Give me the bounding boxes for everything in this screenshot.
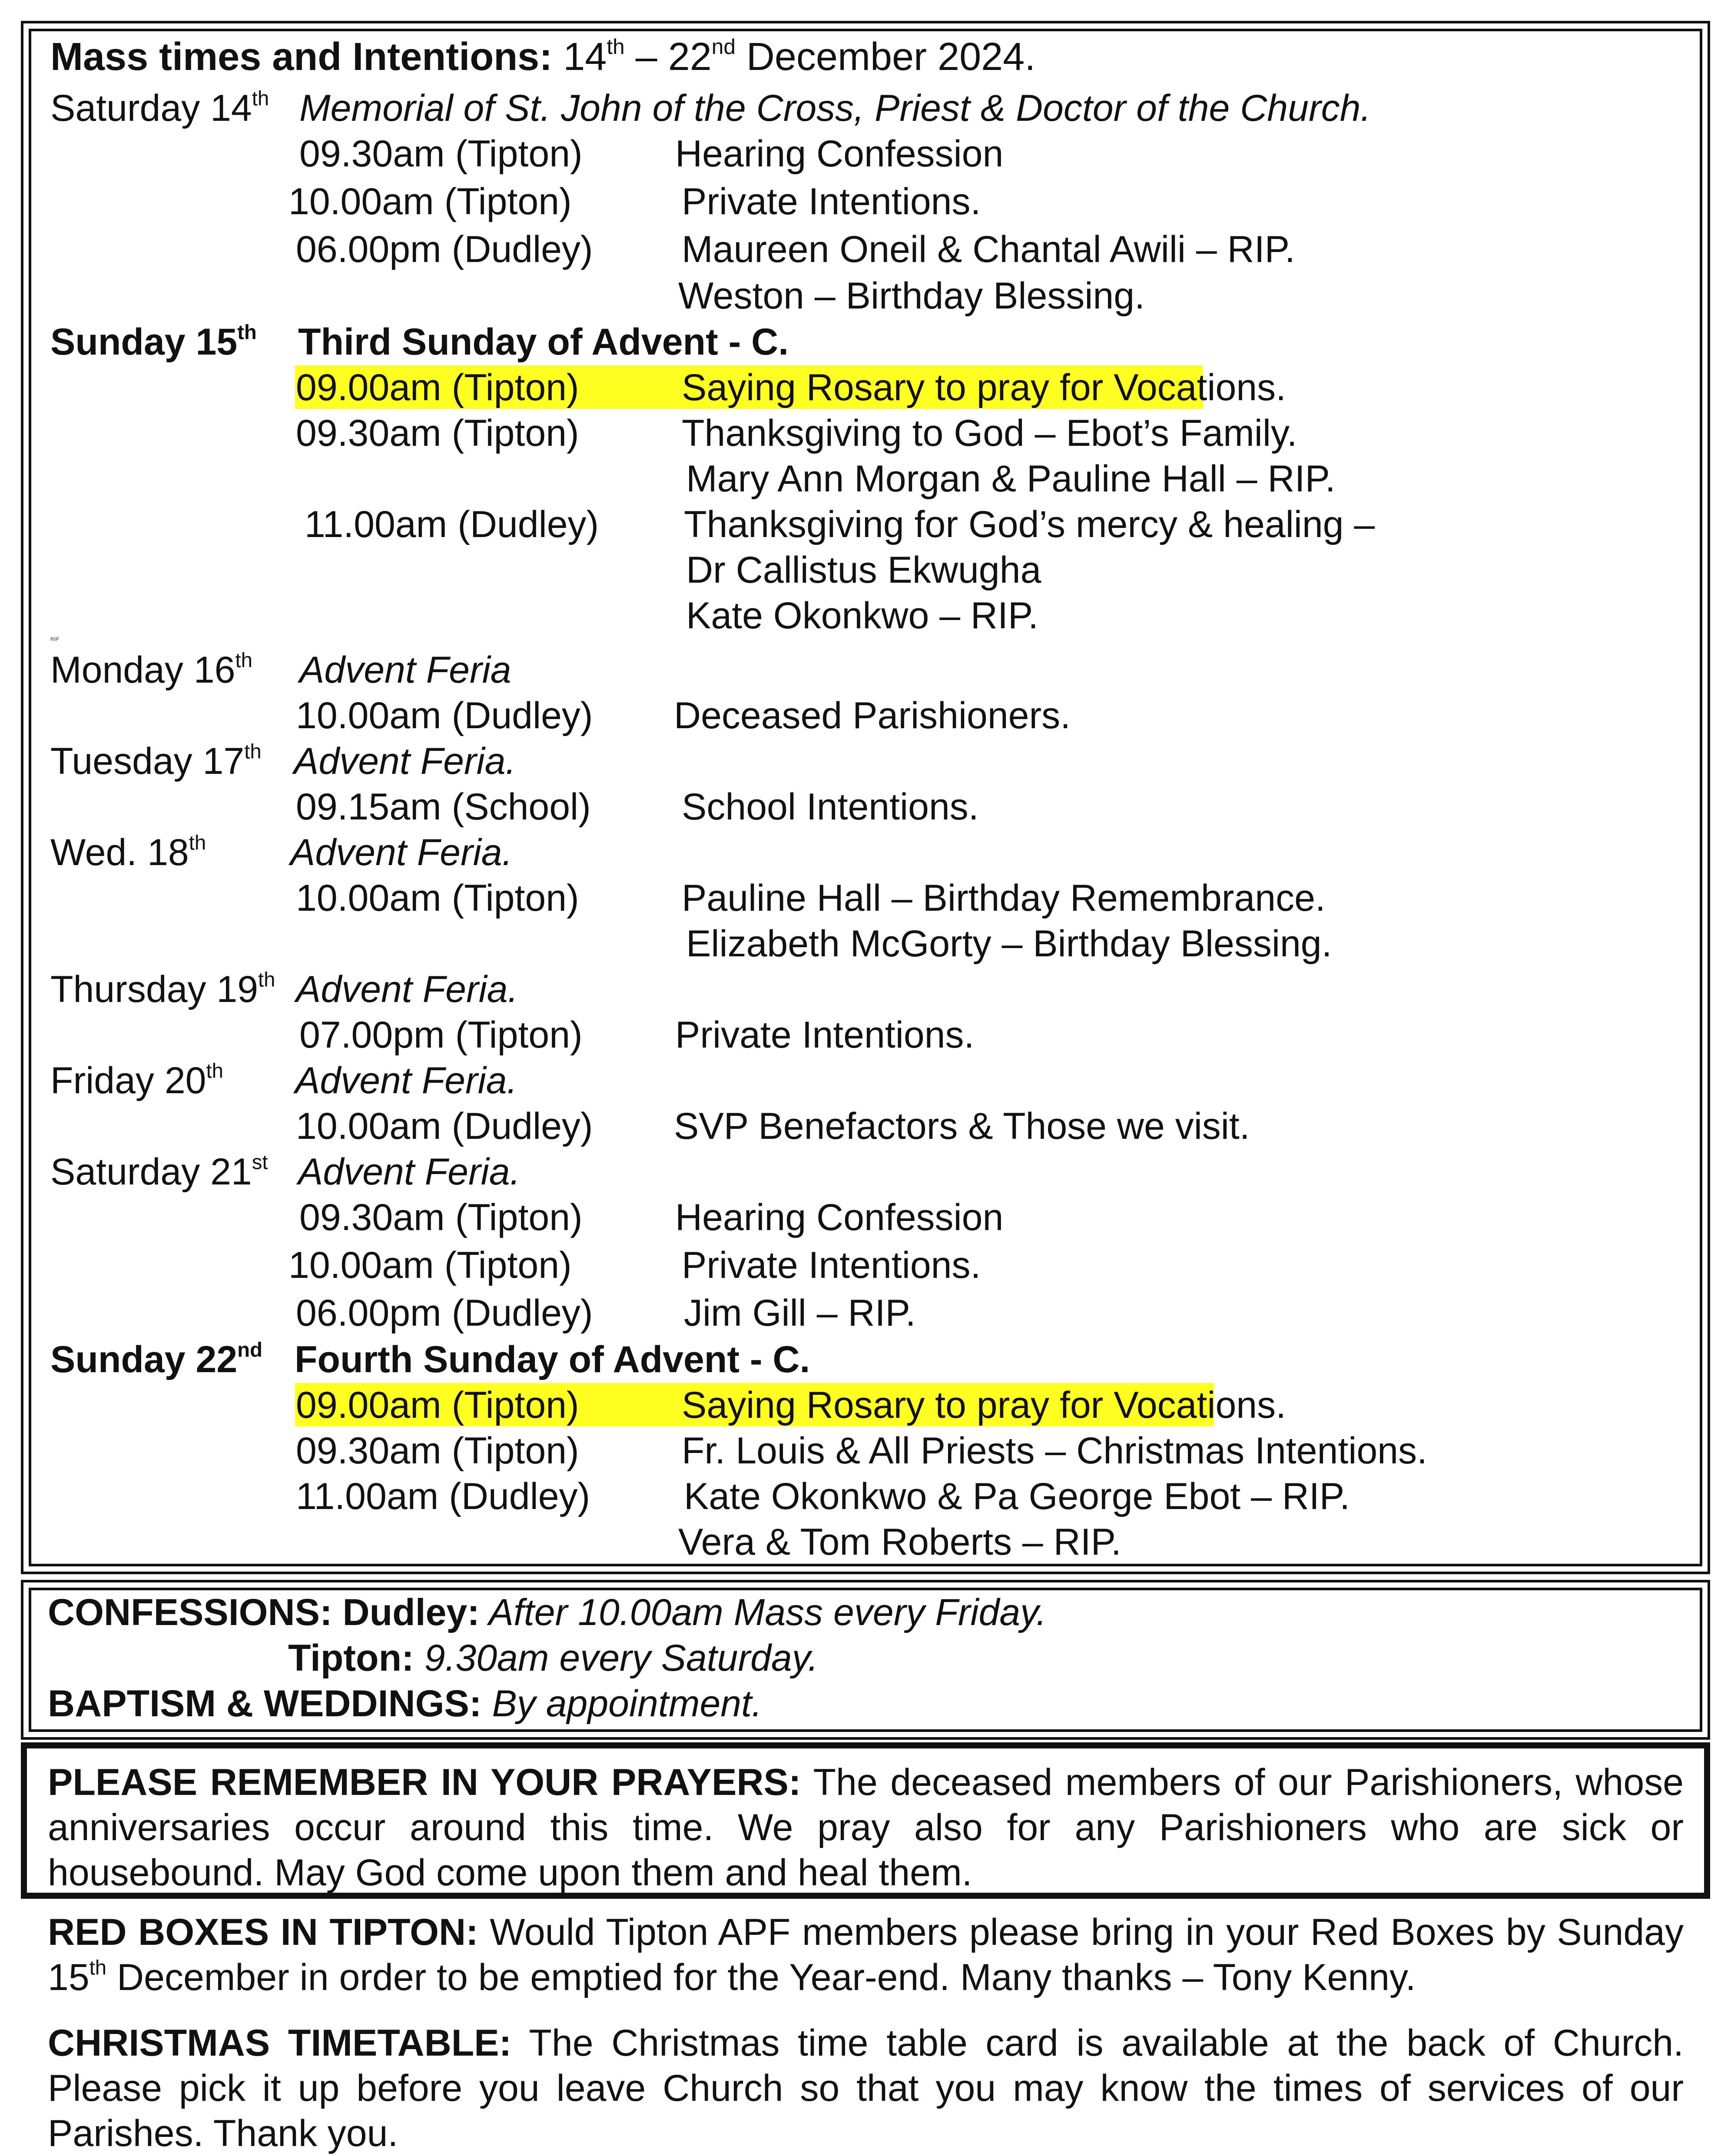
day-row — [3, 323, 1731, 369]
service-time: 06.00pm (Dudley) — [296, 1292, 593, 1334]
service-intention: Saying Rosary to pray for Vocations. — [682, 1384, 1287, 1426]
service-intention: Mary Ann Morgan & Pauline Hall – RIP. — [686, 458, 1336, 500]
service-row — [3, 1244, 1731, 1292]
day-row — [3, 1338, 1731, 1386]
service-time: 09.30am (Tipton) — [296, 1430, 579, 1472]
day-row — [3, 87, 1731, 135]
confessions-tipton-line: Tipton: 9.30am every Saturday. — [288, 1637, 819, 1679]
mass-times-box-inner — [29, 29, 1702, 1566]
service-intention: Vera & Tom Roberts – RIP. — [678, 1521, 1121, 1563]
service-time: 10.00am (Dudley) — [296, 1105, 593, 1147]
day-label: Monday 16th — [50, 649, 252, 691]
service-row — [3, 1432, 1731, 1478]
mass-title-label: Mass times and Intentions: — [50, 35, 553, 79]
service-row — [3, 135, 1731, 181]
service-intention: Private Intentions. — [682, 1244, 981, 1286]
service-time: 10.00am (Dudley) — [296, 695, 593, 736]
service-intention: Private Intentions. — [682, 181, 981, 222]
service-row — [3, 183, 1731, 229]
feast-label: Advent Feria. — [290, 832, 513, 873]
service-intention: School Intentions. — [682, 786, 979, 828]
day-label: Wed. 18th — [50, 831, 206, 873]
service-row — [3, 1294, 1731, 1340]
day-label: Friday 20th — [50, 1059, 223, 1101]
service-row — [3, 412, 1731, 460]
christmas-label: CHRISTMAS TIMETABLE: — [48, 2022, 512, 2064]
mass-times-content — [3, 3, 1731, 1567]
service-row — [3, 460, 1731, 506]
service-row — [3, 879, 1731, 925]
feast-label: Advent Feria. — [294, 740, 516, 782]
day-row — [3, 831, 1731, 879]
service-row — [3, 1199, 1731, 1244]
red-boxes-paragraph: RED BOXES IN TIPTON: Would Tipton APF members please bring in your Red Boxes by Sunday 15th December in order to be emptied for the Year-end. Many thanks – Tony Kenny. — [48, 1911, 1684, 1998]
service-intention: Saying Rosary to pray for Vocations. — [682, 367, 1287, 408]
day-label: Sunday 22nd — [50, 1338, 262, 1380]
service-intention: Maureen Oneil & Chantal Awili – RIP. — [682, 229, 1295, 270]
feast-label: Advent Feria. — [296, 969, 518, 1010]
service-time: 09.30am (Tipton) — [299, 1197, 583, 1238]
feast-label: Advent Feria. — [295, 1060, 517, 1101]
service-row — [3, 277, 1731, 323]
confessions-dudley-line: CONFESSIONS: Dudley: After 10.00am Mass every Friday. — [48, 1592, 1047, 1633]
service-intention: Private Intentions. — [675, 1014, 975, 1056]
service-row — [3, 597, 1731, 643]
day-label: Saturday 14th — [50, 87, 269, 129]
service-intention: Dr Callistus Ekwugha — [686, 549, 1041, 591]
service-time: 11.00am (Dudley) — [296, 1476, 590, 1517]
feast-label: Fourth Sunday of Advent - C. — [295, 1339, 810, 1380]
service-row — [3, 506, 1731, 551]
prayers-label: PLEASE REMEMBER IN YOUR PRAYERS: — [48, 1761, 801, 1803]
service-row — [3, 788, 1731, 834]
service-row — [3, 551, 1731, 597]
christmas-paragraph: CHRISTMAS TIMETABLE: The Christmas time table card is available at the back of Church. Please pick it up before you leave Church so that you may know the times of services of our Parishes. Thank you. — [48, 2022, 1684, 2154]
feast-label: Advent Feria — [299, 649, 511, 691]
day-label: Tuesday 17th — [50, 740, 262, 782]
service-intention: Thanksgiving to God – Ebot’s Family. — [682, 412, 1297, 454]
service-intention: Jim Gill – RIP. — [684, 1292, 916, 1334]
service-intention: Thanksgiving for God’s mercy & healing – — [684, 504, 1375, 545]
day-row — [3, 740, 1731, 788]
day-row — [3, 651, 1731, 697]
prayers-paragraph: PLEASE REMEMBER IN YOUR PRAYERS: The deceased members of our Parishioners, whose anniversaries occur around this time. We pray also for any Parishioners who are sick or housebound. May God come upon them and heal them. — [48, 1761, 1684, 1894]
service-row — [3, 1105, 1731, 1153]
service-row-highlighted — [3, 1386, 1731, 1432]
feast-label: Third Sunday of Advent - C. — [298, 321, 789, 363]
service-row — [3, 231, 1731, 276]
service-intention: Hearing Confession — [675, 1197, 1004, 1238]
service-intention: SVP Benefactors & Those we visit. — [674, 1105, 1250, 1147]
service-row — [3, 1016, 1731, 1062]
service-row — [3, 697, 1731, 743]
day-label: Saturday 21st — [50, 1151, 268, 1193]
tiny-mark: RIP — [50, 636, 60, 642]
service-intention: Fr. Louis & All Priests – Christmas Intentions. — [682, 1430, 1427, 1472]
confessions-label: CONFESSIONS: — [48, 1592, 332, 1633]
service-row — [3, 925, 1731, 971]
service-time: 06.00pm (Dudley) — [296, 229, 593, 270]
day-row — [3, 968, 1731, 1016]
service-time: 09.30am (Tipton) — [296, 412, 579, 454]
service-time: 09.15am (School) — [296, 786, 591, 828]
service-time: 07.00pm (Tipton) — [299, 1014, 583, 1056]
service-intention: Weston – Birthday Blessing. — [678, 275, 1145, 317]
service-time: 10.00am (Tipton) — [288, 181, 572, 222]
red-boxes-label: RED BOXES IN TIPTON: — [48, 1911, 478, 1953]
day-label: Sunday 15th — [50, 321, 257, 363]
service-row-highlighted — [3, 369, 1731, 415]
service-intention: Hearing Confession — [675, 133, 1004, 175]
day-label: Thursday 19th — [50, 968, 275, 1010]
service-intention: Kate Okonkwo – RIP. — [686, 595, 1039, 637]
day-row — [3, 1059, 1731, 1108]
service-time: 09.30am (Tipton) — [299, 133, 583, 175]
feast-label: Advent Feria. — [298, 1151, 521, 1193]
service-row — [3, 1523, 1731, 1569]
feast-label: Memorial of St. John of the Cross, Priest & Doctor of the Church. — [299, 87, 1371, 129]
service-time: 09.00am (Tipton) — [296, 367, 579, 408]
service-time: 11.00am (Dudley) — [305, 504, 599, 545]
mass-title: Mass times and Intentions: 14th – 22nd December 2024. — [50, 34, 1036, 79]
day-row — [3, 1153, 1731, 1199]
service-time: 10.00am (Tipton) — [288, 1244, 572, 1286]
service-intention: Elizabeth McGorty – Birthday Blessing. — [686, 923, 1332, 965]
service-row — [3, 1478, 1731, 1523]
baptism-line: BAPTISM & WEDDINGS: By appointment. — [48, 1683, 762, 1725]
service-intention: Kate Okonkwo & Pa George Ebot – RIP. — [684, 1476, 1350, 1517]
service-intention: Pauline Hall – Birthday Remembrance. — [682, 877, 1326, 919]
service-time: 10.00am (Tipton) — [296, 877, 579, 919]
baptism-label: BAPTISM & WEDDINGS: — [48, 1683, 482, 1725]
service-time: 09.00am (Tipton) — [296, 1384, 579, 1426]
service-intention: Deceased Parishioners. — [674, 695, 1071, 736]
